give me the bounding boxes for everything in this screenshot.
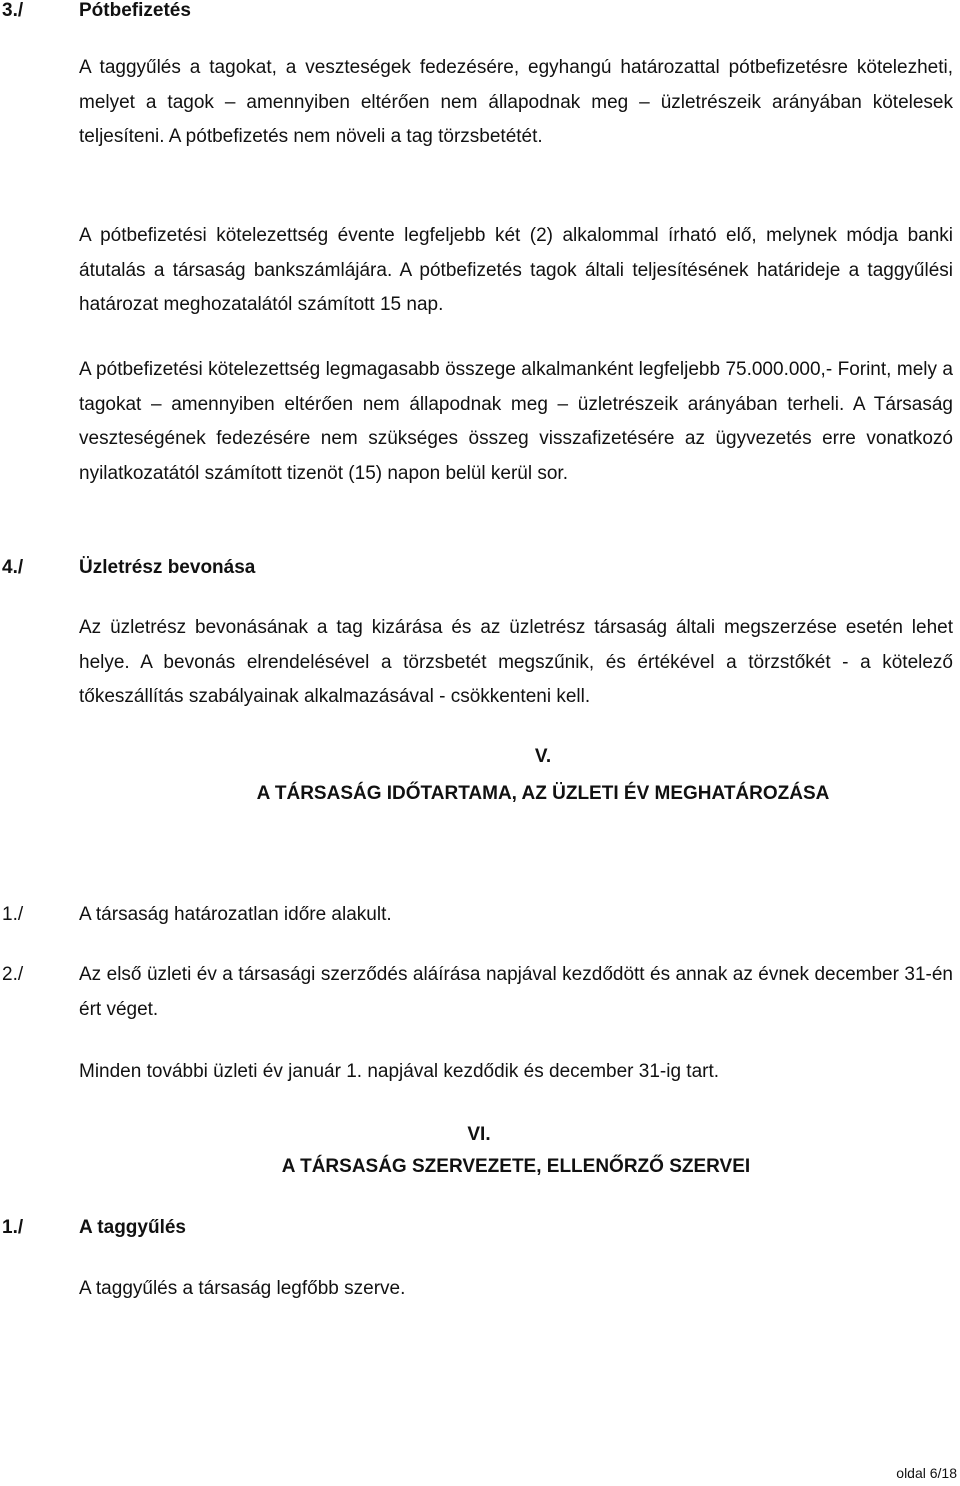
chapter-v-numeral: V. — [534, 746, 552, 767]
chapter-vi-title: A TÁRSASÁG SZERVEZETE, ELLENŐRZŐ SZERVEI — [281, 1156, 751, 1177]
section-3-paragraph-2: A pótbefizetési kötelezettség évente legfeljebb két (2) alkalommal írható elő, melynek módja banki átutalás a társaság bankszámlájára. A pótbefizetés tagok általi teljesítésének határideje a taggyűlési határozat meghozatalától számított 15 nap. — [79, 225, 953, 315]
section-4-paragraph-1: Az üzletrész bevonásának a tag kizárása és az üzletrész társaság általi megszerzése esetén lehet helye. A bevonás elrendelésével a törzsbetét megszűnik, és értékével a törzstőkét - a kötelező tőkeszállítás szabályainak alkalmazásával - csökkenteni kell. — [79, 617, 953, 707]
chapter-v-item-2-extra: Minden további üzleti év január 1. napjával kezdődik és december 31-ig tart. — [79, 1061, 720, 1082]
chapter-vi-item-1-text: A taggyűlés a társaság legfőbb szerve. — [79, 1278, 406, 1299]
chapter-vi-numeral: VI. — [467, 1124, 491, 1145]
section-3-paragraph-1: A taggyűlés a tagokat, a veszteségek fedezésére, egyhangú határozattal pótbefizetésre kötelezheti, melyet a tagok – amennyiben eltérően nem állapodnak meg – üzletrészeik arányában kötelesek teljesíteni. A pótbefizetés nem növeli a tag törzsbetétét. — [79, 57, 953, 147]
chapter-vi-item-1-title: A taggyűlés — [79, 1217, 186, 1238]
chapter-v-item-1-number: 1./ — [2, 904, 24, 925]
chapter-v-title: A TÁRSASÁG IDŐTARTAMA, AZ ÜZLETI ÉV MEGHATÁROZÁSA — [256, 783, 830, 804]
chapter-vi-item-1-number: 1./ — [2, 1217, 24, 1238]
section-3-paragraph-3: A pótbefizetési kötelezettség legmagasabb összege alkalmanként legfeljebb 75.000.000,- Forint, mely a tagokat – amennyiben eltérően nem állapodnak meg – üzletrészeik arányában terheli. A Társaság veszteségének fedezésére nem szükséges összeg visszafizetésére az ügyvezetés erre vonatkozó nyilatkozatától számított tizenöt (15) napon belül kerül sor. — [79, 359, 953, 484]
section-3-title: Pótbefizetés — [79, 0, 191, 21]
chapter-v-item-2-text: Az első üzleti év a társasági szerződés aláírása napjával kezdődött és annak az évnek december 31-én ért véget. — [79, 964, 953, 1020]
section-4-number: 4./ — [2, 557, 24, 578]
section-4-title: Üzletrész bevonása — [79, 557, 256, 578]
section-3-number: 3./ — [2, 0, 24, 21]
page-number: oldal 6/18 — [896, 1465, 957, 1481]
chapter-v-item-2-number: 2./ — [2, 964, 24, 985]
chapter-v-item-1-text: A társaság határozatlan időre alakult. — [79, 904, 392, 925]
